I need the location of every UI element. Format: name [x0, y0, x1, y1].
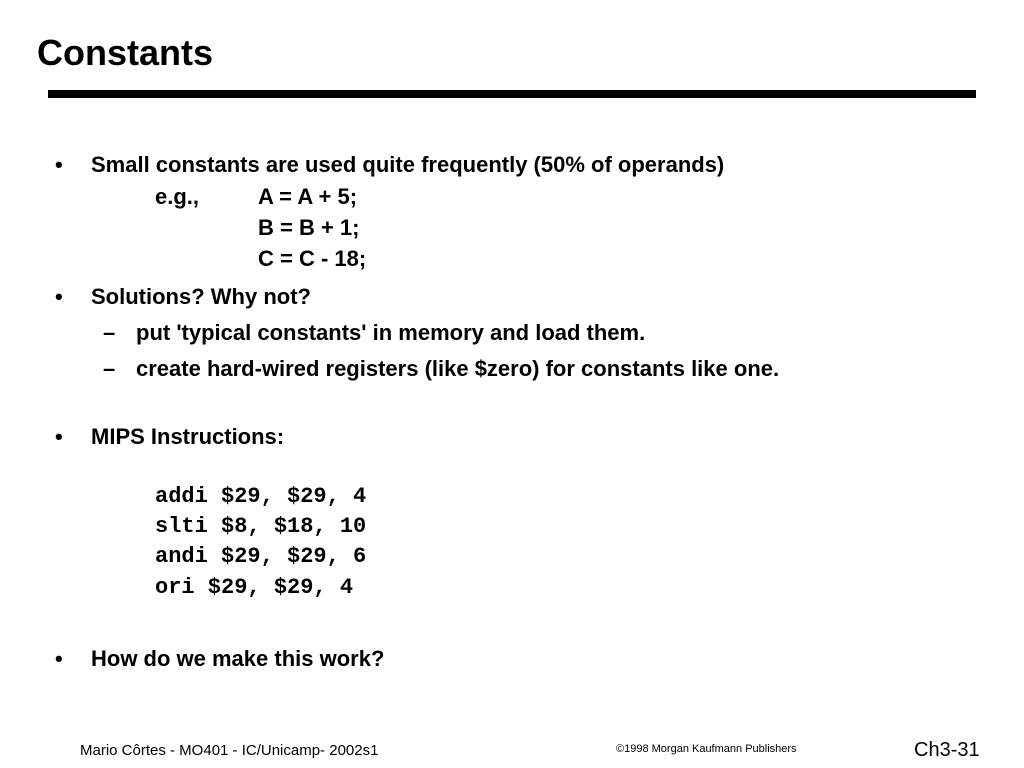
title-divider	[48, 90, 976, 98]
bullet-small-constants: Small constants are used quite frequently (50% of operands)	[91, 152, 725, 177]
bullet-mips-instructions: MIPS Instructions:	[91, 424, 285, 449]
bullet-how-work: How do we make this work?	[91, 646, 385, 671]
slide-title: Constants	[37, 32, 214, 73]
copyright-text: 1998 Morgan Kaufmann Publishers	[624, 743, 797, 755]
code-line: andi $29, $29, 6	[155, 544, 367, 569]
bullet-marker: •	[55, 284, 63, 309]
bullet-marker: •	[55, 152, 63, 177]
code-line: addi $29, $29, 4	[155, 484, 367, 509]
example-line: A = A + 5;	[258, 184, 358, 209]
dash-marker: –	[103, 320, 116, 345]
dash-marker: –	[103, 356, 116, 381]
subitem-hardwired-registers: create hard-wired registers (like $zero) for constants like one.	[136, 356, 780, 381]
bullet-solutions: Solutions? Why not?	[91, 284, 311, 309]
example-line: C = C - 18;	[258, 246, 367, 271]
footer-copyright	[616, 742, 797, 756]
bullet-marker: •	[55, 424, 63, 449]
footer-author: Mario Côrtes - MO401 - IC/Unicamp- 2002s1	[80, 742, 379, 759]
page-number: Ch3-31	[914, 739, 980, 761]
example-label: e.g.,	[155, 184, 200, 209]
code-line: ori $29, $29, 4	[155, 575, 354, 600]
subitem-memory-constants: put 'typical constants' in memory and load them.	[136, 320, 646, 345]
code-line: slti $8, $18, 10	[155, 514, 367, 539]
bullet-marker: •	[55, 646, 63, 671]
copyright-icon: ©	[616, 743, 625, 755]
example-line: B = B + 1;	[258, 215, 360, 240]
